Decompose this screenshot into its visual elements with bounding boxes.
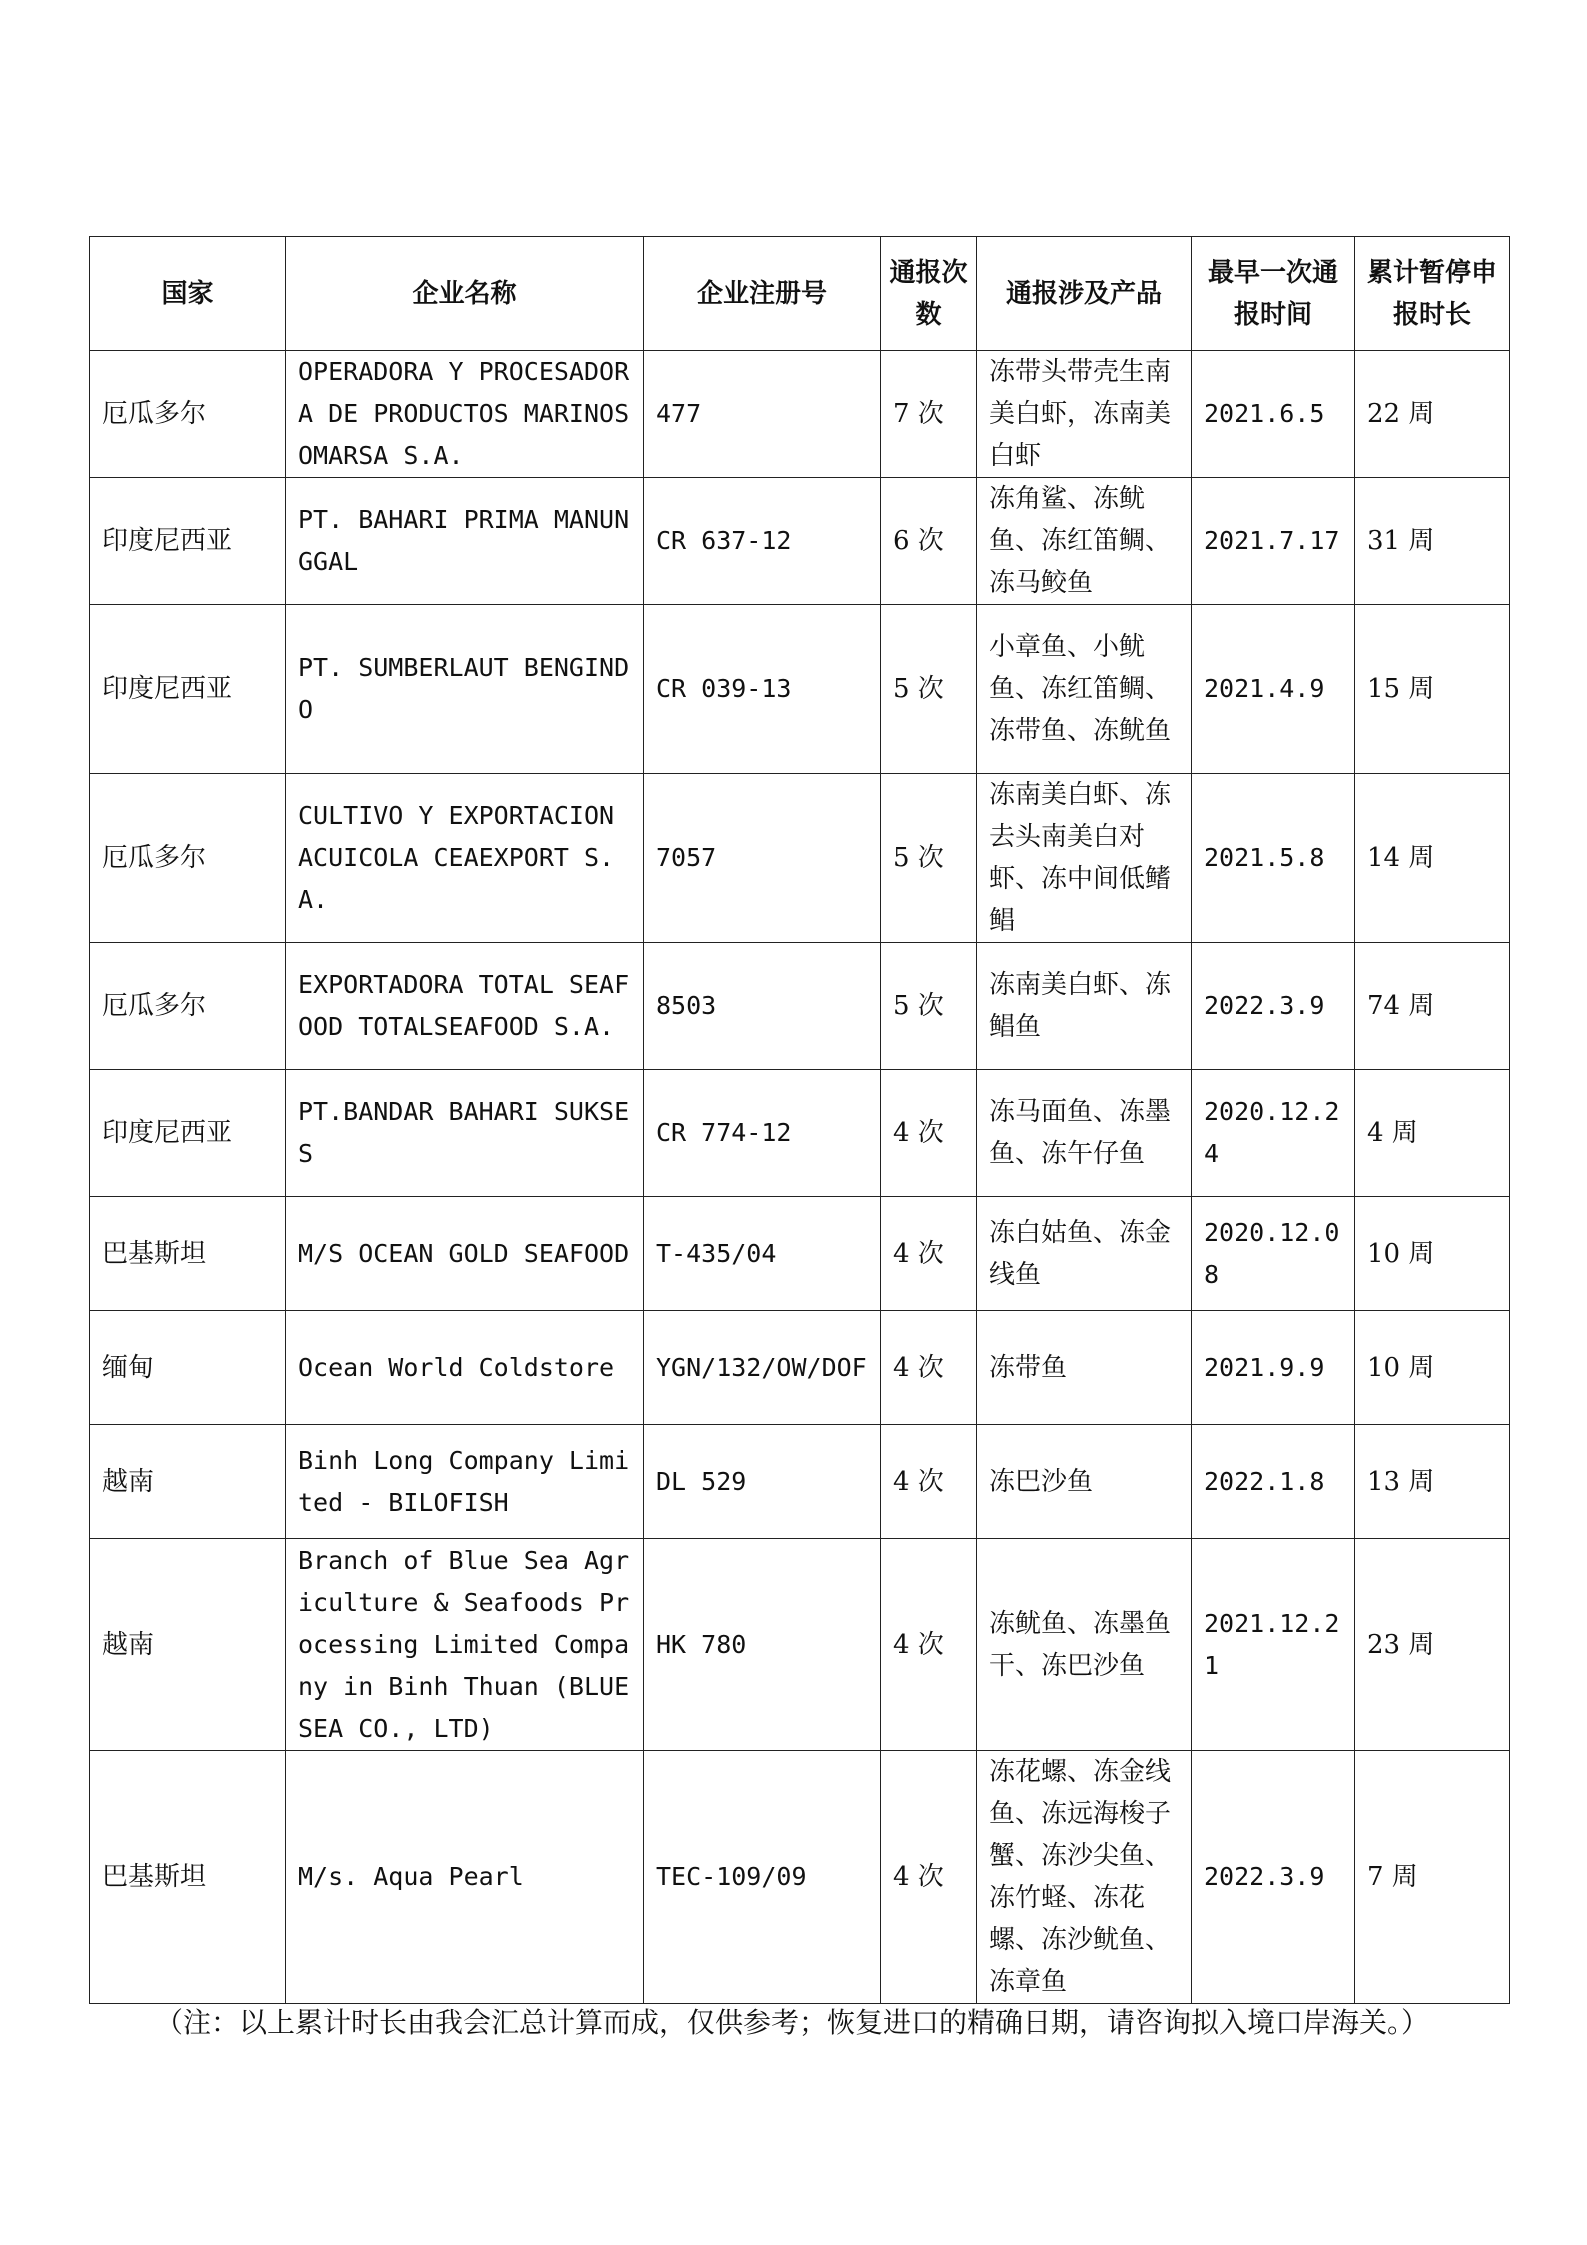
cell-company: M/S OCEAN GOLD SEAFOOD xyxy=(286,1197,644,1311)
cell-count: 4 次 xyxy=(881,1751,977,2004)
cell-count: 5 次 xyxy=(881,943,977,1070)
table-row xyxy=(90,478,1510,605)
cell-company: PT.BANDAR BAHARI SUKSES xyxy=(286,1070,644,1197)
cell-count: 4 次 xyxy=(881,1311,977,1425)
cell-first-date: 2021.5.8 xyxy=(1192,774,1355,943)
cell-company: Ocean World Coldstore xyxy=(286,1311,644,1425)
cell-duration: 22 周 xyxy=(1355,351,1510,478)
cell-reg-no: CR 039-13 xyxy=(644,605,881,774)
cell-duration: 4 周 xyxy=(1355,1070,1510,1197)
table-row xyxy=(90,1539,1510,1751)
cell-company: PT. BAHARI PRIMA MANUNGGAL xyxy=(286,478,644,605)
table-row xyxy=(90,605,1510,774)
cell-first-date: 2020.12.08 xyxy=(1192,1197,1355,1311)
cell-duration: 74 周 xyxy=(1355,943,1510,1070)
header-row xyxy=(90,237,1510,351)
cell-country: 印度尼西亚 xyxy=(90,605,286,774)
cell-company: Binh Long Company Limited - BILOFISH xyxy=(286,1425,644,1539)
cell-first-date: 2021.4.9 xyxy=(1192,605,1355,774)
cell-duration: 23 周 xyxy=(1355,1539,1510,1751)
table-row xyxy=(90,1311,1510,1425)
cell-reg-no: 7057 xyxy=(644,774,881,943)
cell-first-date: 2022.1.8 xyxy=(1192,1425,1355,1539)
cell-products: 冻巴沙鱼 xyxy=(977,1425,1192,1539)
cell-products: 冻马面鱼、冻墨鱼、冻午仔鱼 xyxy=(977,1070,1192,1197)
cell-first-date: 2022.3.9 xyxy=(1192,943,1355,1070)
cell-country: 印度尼西亚 xyxy=(90,1070,286,1197)
header-products: 通报涉及产品 xyxy=(977,237,1192,351)
cell-products: 冻白姑鱼、冻金线鱼 xyxy=(977,1197,1192,1311)
table-row xyxy=(90,1425,1510,1539)
cell-country: 缅甸 xyxy=(90,1311,286,1425)
cell-reg-no: CR 774-12 xyxy=(644,1070,881,1197)
cell-company: EXPORTADORA TOTAL SEAFOOD TOTALSEAFOOD S.A. xyxy=(286,943,644,1070)
cell-duration: 10 周 xyxy=(1355,1311,1510,1425)
cell-company: OPERADORA Y PROCESADORA DE PRODUCTOS MARINOS OMARSA S.A. xyxy=(286,351,644,478)
footnote: （注：以上累计时长由我会汇总计算而成，仅供参考；恢复进口的精确日期，请咨询拟入境口岸海关。） xyxy=(155,2006,1430,2039)
header-country: 国家 xyxy=(90,237,286,351)
table-row xyxy=(90,351,1510,478)
cell-country: 巴基斯坦 xyxy=(90,1751,286,2004)
header-count: 通报次数 xyxy=(881,237,977,351)
table-row xyxy=(90,1197,1510,1311)
cell-duration: 13 周 xyxy=(1355,1425,1510,1539)
cell-country: 厄瓜多尔 xyxy=(90,943,286,1070)
cell-count: 4 次 xyxy=(881,1197,977,1311)
cell-count: 6 次 xyxy=(881,478,977,605)
cell-country: 巴基斯坦 xyxy=(90,1197,286,1311)
table-row xyxy=(90,1070,1510,1197)
table-row xyxy=(90,1751,1510,2004)
cell-reg-no: CR 637-12 xyxy=(644,478,881,605)
table-row xyxy=(90,774,1510,943)
cell-reg-no: 477 xyxy=(644,351,881,478)
table-row xyxy=(90,943,1510,1070)
cell-products: 冻带头带壳生南美白虾，冻南美白虾 xyxy=(977,351,1192,478)
cell-duration: 10 周 xyxy=(1355,1197,1510,1311)
cell-count: 4 次 xyxy=(881,1539,977,1751)
cell-company: PT. SUMBERLAUT BENGINDO xyxy=(286,605,644,774)
cell-products: 冻南美白虾、冻鲳鱼 xyxy=(977,943,1192,1070)
cell-reg-no: DL 529 xyxy=(644,1425,881,1539)
cell-country: 越南 xyxy=(90,1425,286,1539)
cell-count: 5 次 xyxy=(881,774,977,943)
cell-products: 小章鱼、小鱿鱼、冻红笛鲷、冻带鱼、冻鱿鱼 xyxy=(977,605,1192,774)
cell-first-date: 2021.12.21 xyxy=(1192,1539,1355,1751)
cell-products: 冻鱿鱼、冻墨鱼干、冻巴沙鱼 xyxy=(977,1539,1192,1751)
cell-products: 冻角鲨、冻鱿鱼、冻红笛鲷、冻马鲛鱼 xyxy=(977,478,1192,605)
header-reg-no: 企业注册号 xyxy=(644,237,881,351)
cell-reg-no: HK 780 xyxy=(644,1539,881,1751)
cell-duration: 15 周 xyxy=(1355,605,1510,774)
cell-company: CULTIVO Y EXPORTACION ACUICOLA CEAEXPORT S.A. xyxy=(286,774,644,943)
cell-first-date: 2021.6.5 xyxy=(1192,351,1355,478)
cell-duration: 14 周 xyxy=(1355,774,1510,943)
cell-first-date: 2022.3.9 xyxy=(1192,1751,1355,2004)
cell-products: 冻花螺、冻金线鱼、冻远海梭子蟹、冻沙尖鱼、冻竹蛏、冻花螺、冻沙鱿鱼、冻章鱼 xyxy=(977,1751,1192,2004)
cell-products: 冻带鱼 xyxy=(977,1311,1192,1425)
cell-country: 厄瓜多尔 xyxy=(90,774,286,943)
cell-company: M/s. Aqua Pearl xyxy=(286,1751,644,2004)
cell-count: 4 次 xyxy=(881,1070,977,1197)
header-company: 企业名称 xyxy=(286,237,644,351)
cell-count: 7 次 xyxy=(881,351,977,478)
cell-duration: 31 周 xyxy=(1355,478,1510,605)
cell-country: 厄瓜多尔 xyxy=(90,351,286,478)
cell-products: 冻南美白虾、冻去头南美白对虾、冻中间低鳍鲳 xyxy=(977,774,1192,943)
cell-reg-no: TEC-109/09 xyxy=(644,1751,881,2004)
cell-duration: 7 周 xyxy=(1355,1751,1510,2004)
cell-count: 5 次 xyxy=(881,605,977,774)
cell-count: 4 次 xyxy=(881,1425,977,1539)
cell-reg-no: 8503 xyxy=(644,943,881,1070)
cell-company: Branch of Blue Sea Agriculture & Seafoods Processing Limited Company in Binh Thuan (BLUE SEA CO., LTD) xyxy=(286,1539,644,1751)
cell-reg-no: YGN/132/OW/DOF xyxy=(644,1311,881,1425)
header-first-date: 最早一次通报时间 xyxy=(1192,237,1355,351)
suspended-enterprises-table xyxy=(89,236,1510,2004)
cell-country: 越南 xyxy=(90,1539,286,1751)
cell-first-date: 2020.12.24 xyxy=(1192,1070,1355,1197)
cell-country: 印度尼西亚 xyxy=(90,478,286,605)
cell-first-date: 2021.7.17 xyxy=(1192,478,1355,605)
cell-reg-no: T-435/04 xyxy=(644,1197,881,1311)
cell-first-date: 2021.9.9 xyxy=(1192,1311,1355,1425)
header-duration: 累计暂停申报时长 xyxy=(1355,237,1510,351)
